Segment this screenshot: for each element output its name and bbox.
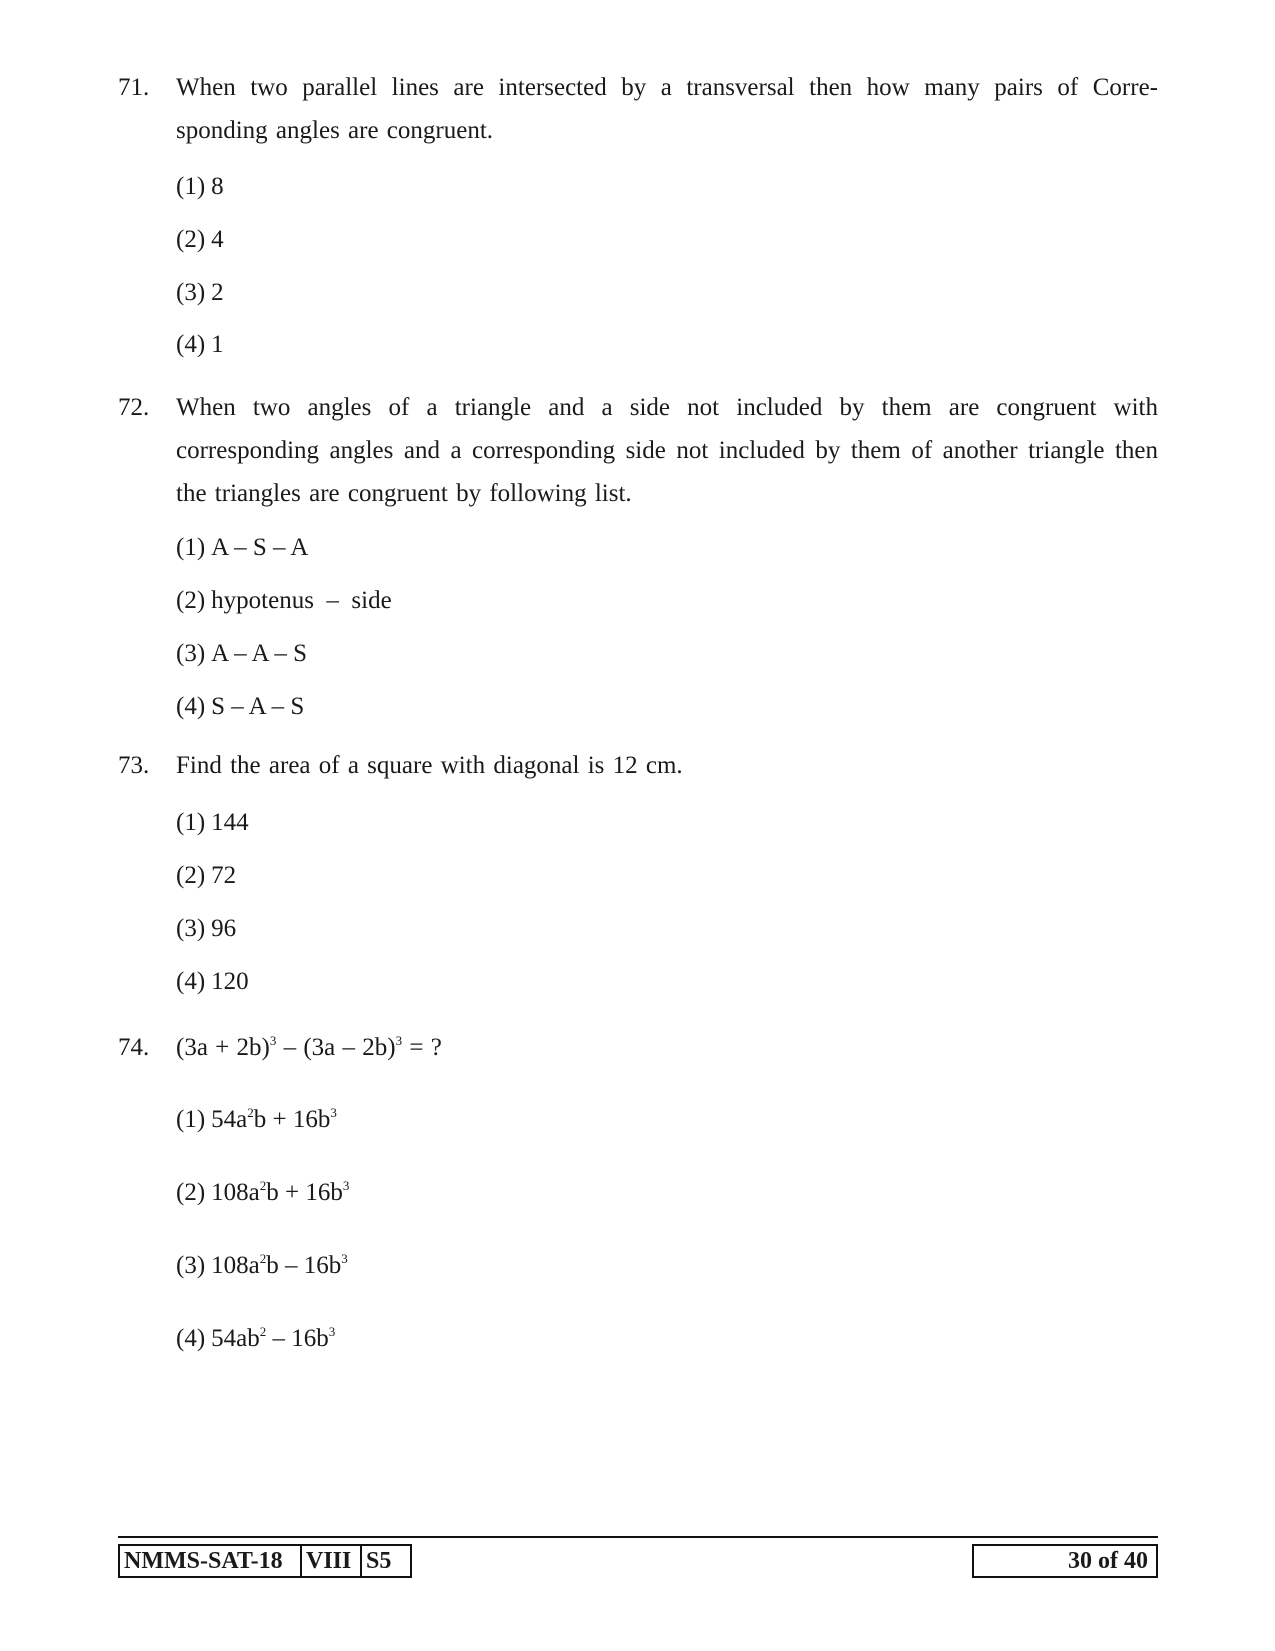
- question-text: Find the area of a square with diagonal is 12 cm.: [176, 752, 683, 779]
- question-text: When two angles of a triangle and a side not included by them are congruent with corresponding angles and a corresponding side not included by them of another triangle then the triangles are congruent by following list.: [176, 394, 1158, 507]
- option-73-3[interactable]: (3) 96: [176, 915, 237, 942]
- option-74-2[interactable]: (2) $108a^2b + 16b^3$: [176, 1178, 350, 1206]
- option-72-4[interactable]: (4) S – A – S: [176, 693, 305, 720]
- option-74-3[interactable]: (3) $108a^2b - 16b^3$: [176, 1251, 348, 1279]
- question-number: 71.: [118, 74, 150, 101]
- option-72-1[interactable]: (1) A – S – A: [176, 534, 309, 561]
- option-73-1[interactable]: (1) 144: [176, 809, 249, 836]
- option-73-4[interactable]: (4) 120: [176, 968, 249, 995]
- footer-page-number: 30 of 40: [972, 1544, 1158, 1578]
- footer-code: NMMS-SAT-18: [118, 1544, 302, 1578]
- question-number: 74.: [118, 1034, 150, 1061]
- question-text: When two parallel lines are intersected by a transversal then how many pairs of Corre-sponding angles are congruent.: [176, 74, 1158, 144]
- option-71-3[interactable]: (3) 2: [176, 279, 224, 306]
- option-71-4[interactable]: (4) 1: [176, 331, 224, 358]
- option-72-3[interactable]: (3) A – A – S: [176, 640, 308, 667]
- question-expression: $(3a + 2b)^3 - (3a - 2b)^3$ = ?: [176, 1033, 442, 1061]
- footer-subject: S5: [360, 1544, 412, 1578]
- option-74-4[interactable]: (4) $54ab^2 - 16b^3$: [176, 1324, 336, 1352]
- option-72-2[interactable]: (2) hypotenus – side: [176, 587, 392, 614]
- question-number: 72.: [118, 394, 150, 421]
- footer-divider: [118, 1536, 1158, 1538]
- option-71-2[interactable]: (2) 4: [176, 226, 224, 253]
- option-74-1[interactable]: (1) $54a^2b + 16b^3$: [176, 1105, 337, 1133]
- question-number: 73.: [118, 752, 150, 779]
- footer-class: VIII: [300, 1544, 362, 1578]
- option-71-1[interactable]: (1) 8: [176, 173, 224, 200]
- option-73-2[interactable]: (2) 72: [176, 862, 237, 889]
